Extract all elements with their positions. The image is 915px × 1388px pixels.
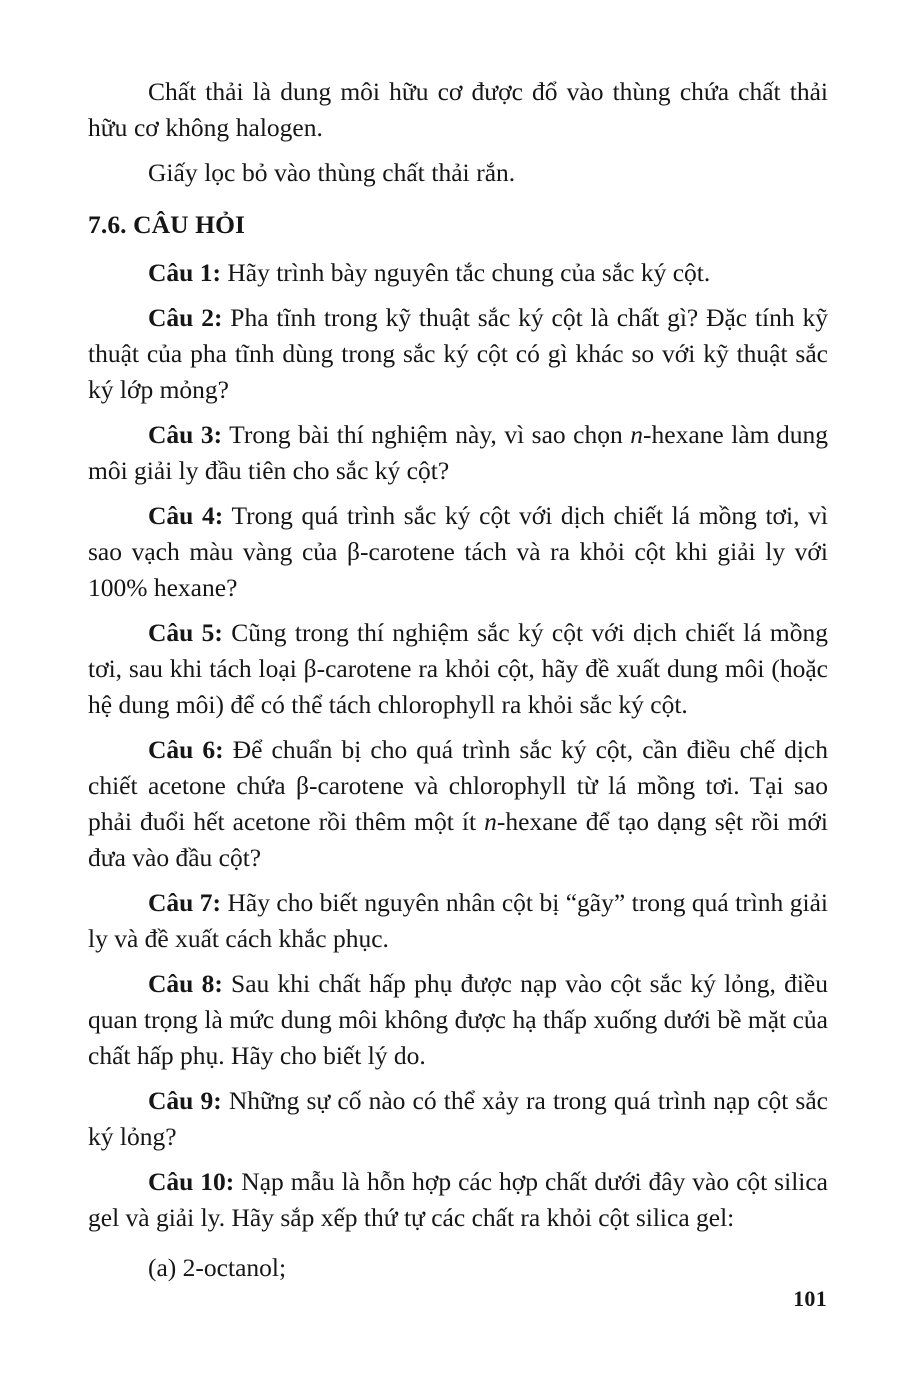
- question-label-7: Câu 7:: [148, 888, 222, 917]
- question-item-2: [88, 300, 828, 408]
- question-label-1: Câu 1:: [148, 258, 221, 287]
- question-label-6: Câu 6:: [148, 735, 224, 764]
- question-label-4: Câu 4:: [148, 501, 224, 530]
- question-item-5: [88, 615, 828, 723]
- sub-item-a: (a) 2-octanol;: [148, 1253, 287, 1282]
- question-text-9: Những sự cố nào có thể xảy ra trong quá trình nạp cột sắc ký lỏng?: [88, 1086, 828, 1151]
- text-column: [88, 74, 828, 1286]
- question-text-tail-6: -hexane để tạo dạng sệt rồi mới đưa vào đầu cột?: [88, 807, 829, 872]
- question-italic-3: n: [630, 420, 644, 449]
- question-text-10: Nạp mẫu là hỗn hợp các hợp chất dưới đây vào cột silica gel và giải ly. Hãy sắp xếp thứ tự các chất ra khỏi cột silica gel:: [88, 1167, 828, 1232]
- question-item-7: [88, 885, 828, 957]
- question-item-4: [88, 498, 828, 606]
- question-label-10: Câu 10:: [148, 1167, 235, 1196]
- question-text-7: Hãy cho biết nguyên nhân cột bị “gãy” trong quá trình giải ly và đề xuất cách khắc phục.: [88, 888, 828, 953]
- question-label-9: Câu 9:: [148, 1086, 222, 1115]
- question-label-3: Câu 3:: [148, 420, 223, 449]
- question-text-1: Hãy trình bày nguyên tắc chung của sắc ký cột.: [220, 258, 711, 287]
- question-item-9: [88, 1083, 828, 1155]
- question-item-6: [88, 732, 828, 876]
- question-item-3: [88, 417, 828, 489]
- question-label-8: Câu 8:: [148, 969, 223, 998]
- question-label-2: Câu 2:: [148, 303, 223, 332]
- question-text-4: Trong quá trình sắc ký cột với dịch chiết lá mồng tơi, vì sao vạch màu vàng của β-carotene tách và ra khỏi cột khi giải ly với 100% hexane?: [88, 501, 828, 602]
- question-item-8: [88, 966, 828, 1074]
- question-text-3: Trong bài thí nghiệm này, vì sao chọn: [222, 420, 631, 449]
- intro-paragraph-1: Chất thải là dung môi hữu cơ được đổ vào thùng chứa chất thải hữu cơ không halogen.: [88, 77, 828, 142]
- question-label-5: Câu 5:: [148, 618, 223, 647]
- question-item-10: [88, 1164, 828, 1236]
- question-text-tail-3: -hexane làm dung môi giải ly đầu tiên cho sắc ký cột?: [88, 420, 829, 485]
- question-text-8: Sau khi chất hấp phụ được nạp vào cột sắc ký lỏng, điều quan trọng là mức dung môi không được hạ thấp xuống dưới bề mặt của chất hấp phụ. Hãy cho biết lý do.: [88, 969, 828, 1070]
- intro-paragraph-2: Giấy lọc bỏ vào thùng chất thải rắn.: [148, 158, 516, 187]
- page-number: 101: [793, 1286, 827, 1311]
- question-text-2: Pha tĩnh trong kỹ thuật sắc ký cột là chất gì? Đặc tính kỹ thuật của pha tĩnh dùng trong sắc ký cột có gì khác so với kỹ thuật sắc ký lớp mỏng?: [88, 303, 828, 404]
- section-heading: 7.6. CÂU HỎI: [88, 210, 246, 239]
- question-item-1: [88, 255, 828, 291]
- question-text-5: Cũng trong thí nghiệm sắc ký cột với dịch chiết lá mồng tơi, sau khi tách loại β-carotene ra khỏi cột, hãy đề xuất dung môi (hoặc hệ dung môi) để có thể tách chlorophyll ra khỏi sắc ký cột.: [88, 618, 828, 719]
- question-text-6: Để chuẩn bị cho quá trình sắc ký cột, cần điều chế dịch chiết acetone chứa β-carotene và chlorophyll từ lá mồng tơi. Tại sao phải đuổi hết acetone rồi thêm một ít: [88, 735, 829, 836]
- question-italic-6: n: [484, 807, 497, 836]
